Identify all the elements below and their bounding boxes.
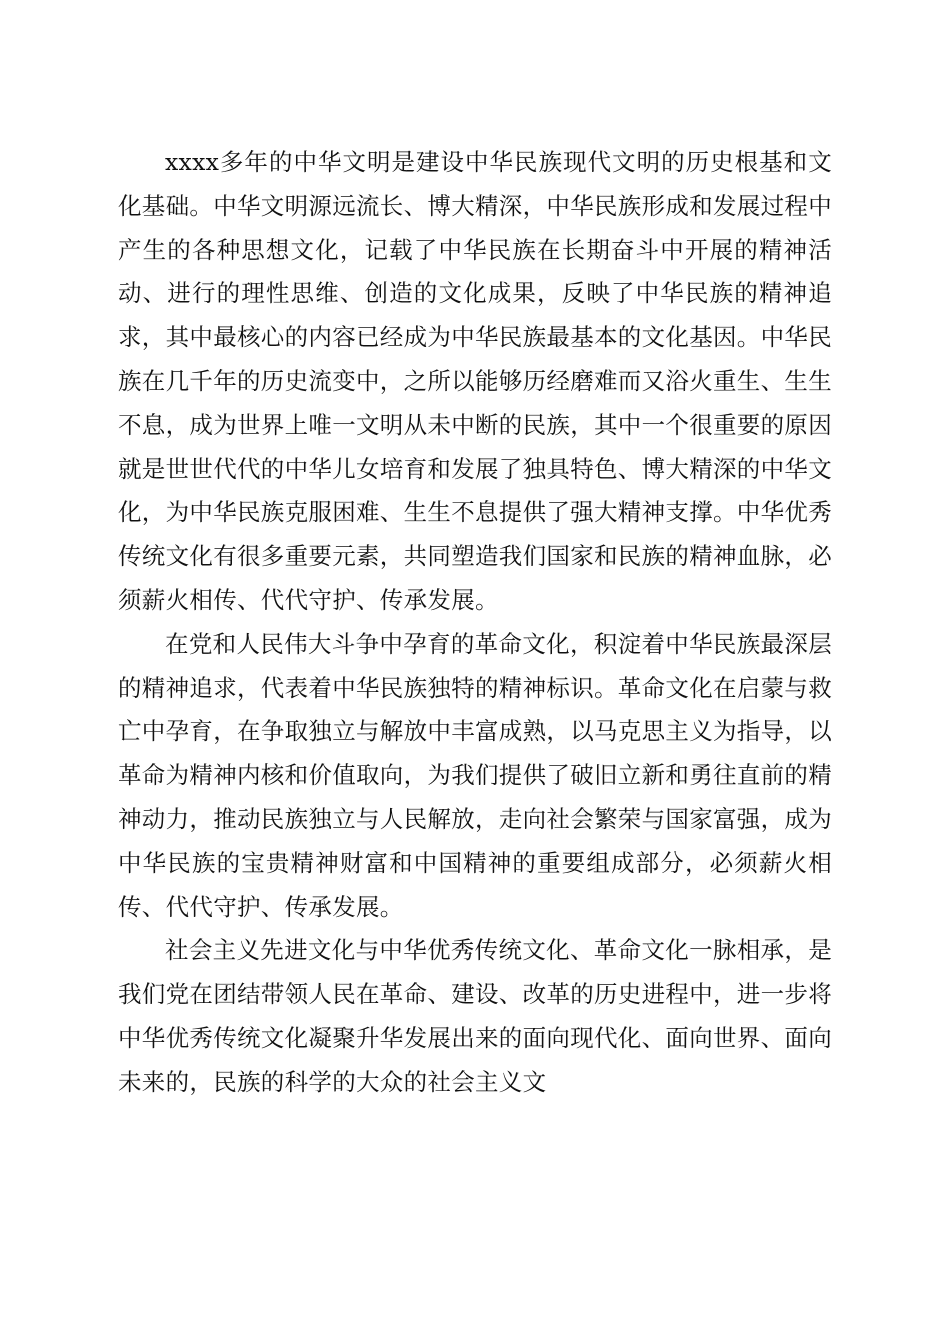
paragraph-2: 在党和人民伟大斗争中孕育的革命文化，积淀着中华民族最深层的精神追求，代表着中华民族独特的精神标识。革命文化在启蒙与救亡中孕育，在争取独立与解放中丰富成熟，以马克思主义为指导，以革命为精神内核和价值取向，为我们提供了破旧立新和勇往直前的精神动力，推动民族独立与人民解放，走向社会繁荣与国家富强，成为中华民族的宝贵精神财富和中国精神的重要组成部分，必须薪火相传、代代守护、传承发展。: [118, 629, 832, 921]
paragraph-3: 社会主义先进文化与中华优秀传统文化、革命文化一脉相承，是我们党在团结带领人民在革命、建设、改革的历史进程中，进一步将中华优秀传统文化凝聚升华发展出来的面向现代化、面向世界、面向未来的，民族的科学的大众的社会主义文: [118, 936, 832, 1096]
document-page: [118, 141, 832, 1105]
paragraph-1: xxxx多年的中华文明是建设中华民族现代文明的历史根基和文化基础。中华文明源远流长、博大精深，中华民族形成和发展过程中产生的各种思想文化，记载了中华民族在长期奋斗中开展的精神活动、进行的理性思维、创造的文化成果，反映了中华民族的精神追求，其中最核心的内容已经成为中华民族最基本的文化基因。中华民族在几千年的历史流变中，之所以能够历经磨难而又浴火重生、生生不息，成为世界上唯一文明从未中断的民族，其中一个很重要的原因就是世世代代的中华儿女培育和发展了独具特色、博大精深的中华文化，为中华民族克服困难、生生不息提供了强大精神支撑。中华优秀传统文化有很多重要元素，共同塑造我们国家和民族的精神血脉，必须薪火相传、代代守护、传承发展。: [118, 148, 832, 614]
